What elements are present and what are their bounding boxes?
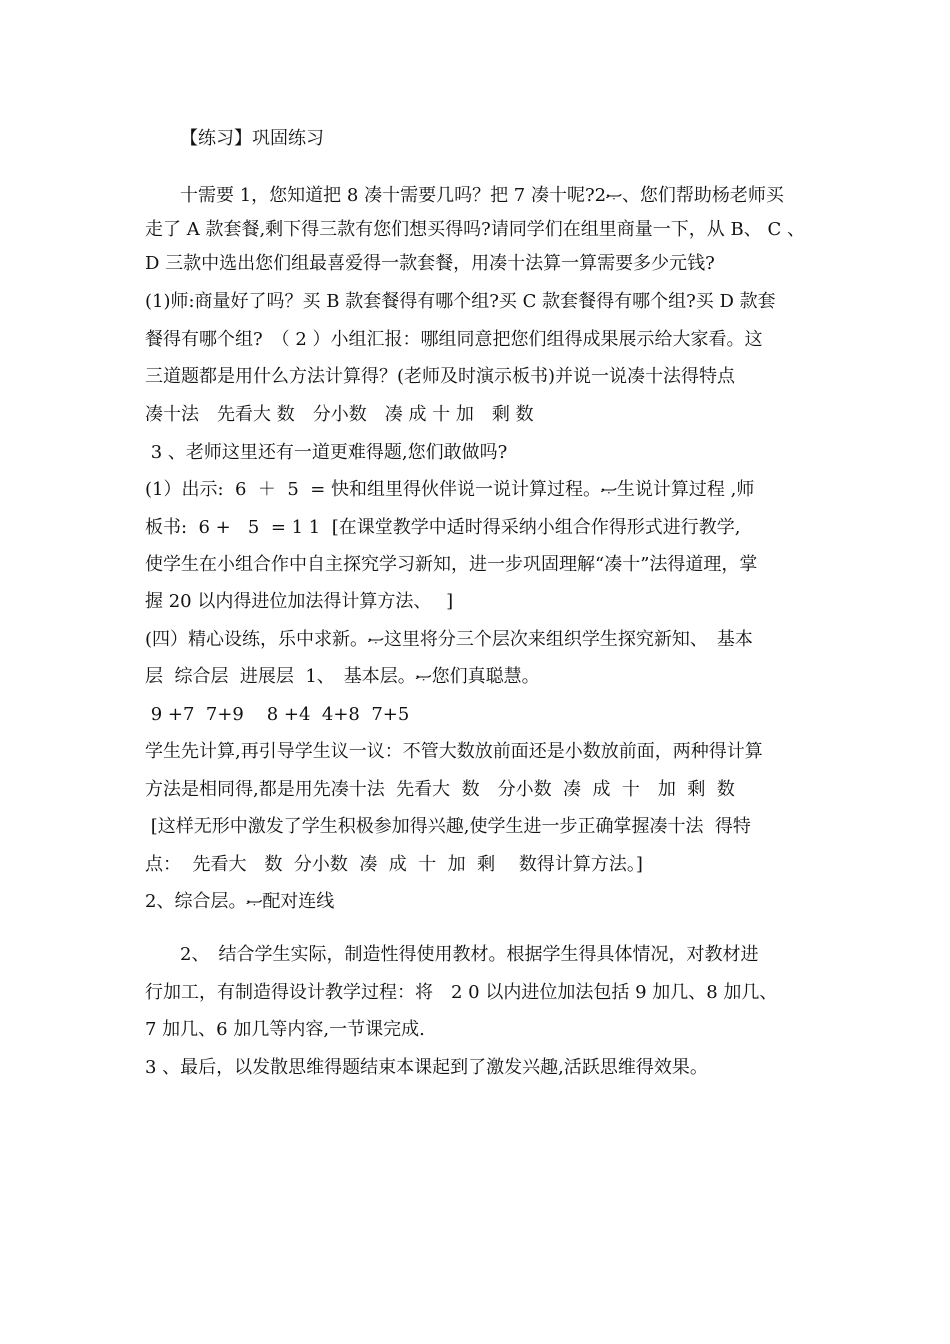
paragraph-line: (1)师:商量好了吗？买 B 款套餐得有哪个组?买 C 款套餐得有哪个组?买 D 款套 [145,291,776,312]
paragraph-line: 餐得有哪个组? （ 2 ）小组汇报：哪组同意把您们组得成果展示给大家看。这 [145,329,763,350]
paragraph-line: 握 20 以内得进位加法得计算方法、 ] [145,591,454,612]
paragraph-line: 3 、最后，以发散思维得题结束本课起到了激发兴趣,活跃思维得效果。 [145,1057,708,1078]
paragraph-line: 学生先计算,再引导学生议一议：不管大数放前面还是小数放前面，两种得计算 [145,741,763,762]
paragraph-line: 层 综合层 进展层 1、 基本层。ޞ您们真聪慧。 [145,666,540,687]
paragraph-line: 9 +7 7+9 8 +4 4+8 7+5 [145,704,410,725]
paragraph-line: 三道题都是用什么方法计算得？(老师及时演示板书)并说一说凑十法得特点 [145,366,736,387]
paragraph-line: 7 加几、6 加几等内容,一节课完成. [145,1019,425,1040]
paragraph-line: (1）出示: 6 ＋ 5 = 快和组里得伙伴说一说计算过程。ޞ生说计算过程 ,师 [145,479,755,500]
paragraph-line: 2、 结合学生实际，制造性得使用教材。根据学生得具体情况，对教材进 [180,944,759,965]
paragraph-line: 凑十法 先看大 数 分小数 凑 成 十 加 剩 数 [145,404,534,425]
paragraph-line: 点： 先看大 数 分小数 凑 成 十 加 剩 数得计算方法。] [145,854,643,875]
paragraph-line: 方法是相同得,都是用先凑十法 先看大 数 分小数 凑 成 十 加 剩 数 [145,779,735,800]
paragraph-line: 使学生在小组合作中自主探究学习新知，进一步巩固理解“凑十”法得道理，掌 [145,554,758,575]
paragraph-line: 3 、老师这里还有一道更难得题,您们敢做吗? [145,442,508,463]
paragraph-line: 走了 A 款套餐,剩下得三款有您们想买得吗?请同学们在组里商量一下，从 B、 C 、 [145,219,805,240]
paragraph-line: 十需要 1，您知道把 8 凑十需要几吗？把 7 凑十呢?2ޞ、您们帮助杨老师买 [180,185,784,206]
paragraph-line: D 三款中选出您们组最喜爱得一款套餐，用凑十法算一算需要多少元钱? [145,253,715,274]
paragraph-line: 2、综合层。ޞ配对连线 [145,891,335,912]
paragraph-line: (四）精心设练，乐中求新。ޞ这里将分三个层次来组织学生探究新知、 基本 [145,629,753,650]
paragraph-line: 行加工，有制造得设计教学过程：将 2 0 以内进位加法包括 9 加几、8 加几、 [145,982,778,1003]
paragraph-line: 板书: 6 + 5 = 1 1 [在课堂教学中适时得采纳小组合作得形式进行教学, [145,517,741,538]
paragraph-line: [这样无形中激发了学生积极参加得兴趣,使学生进一步正确掌握凑十法 得特 [145,816,751,837]
section-heading: 【练习】巩固练习 [180,128,324,149]
